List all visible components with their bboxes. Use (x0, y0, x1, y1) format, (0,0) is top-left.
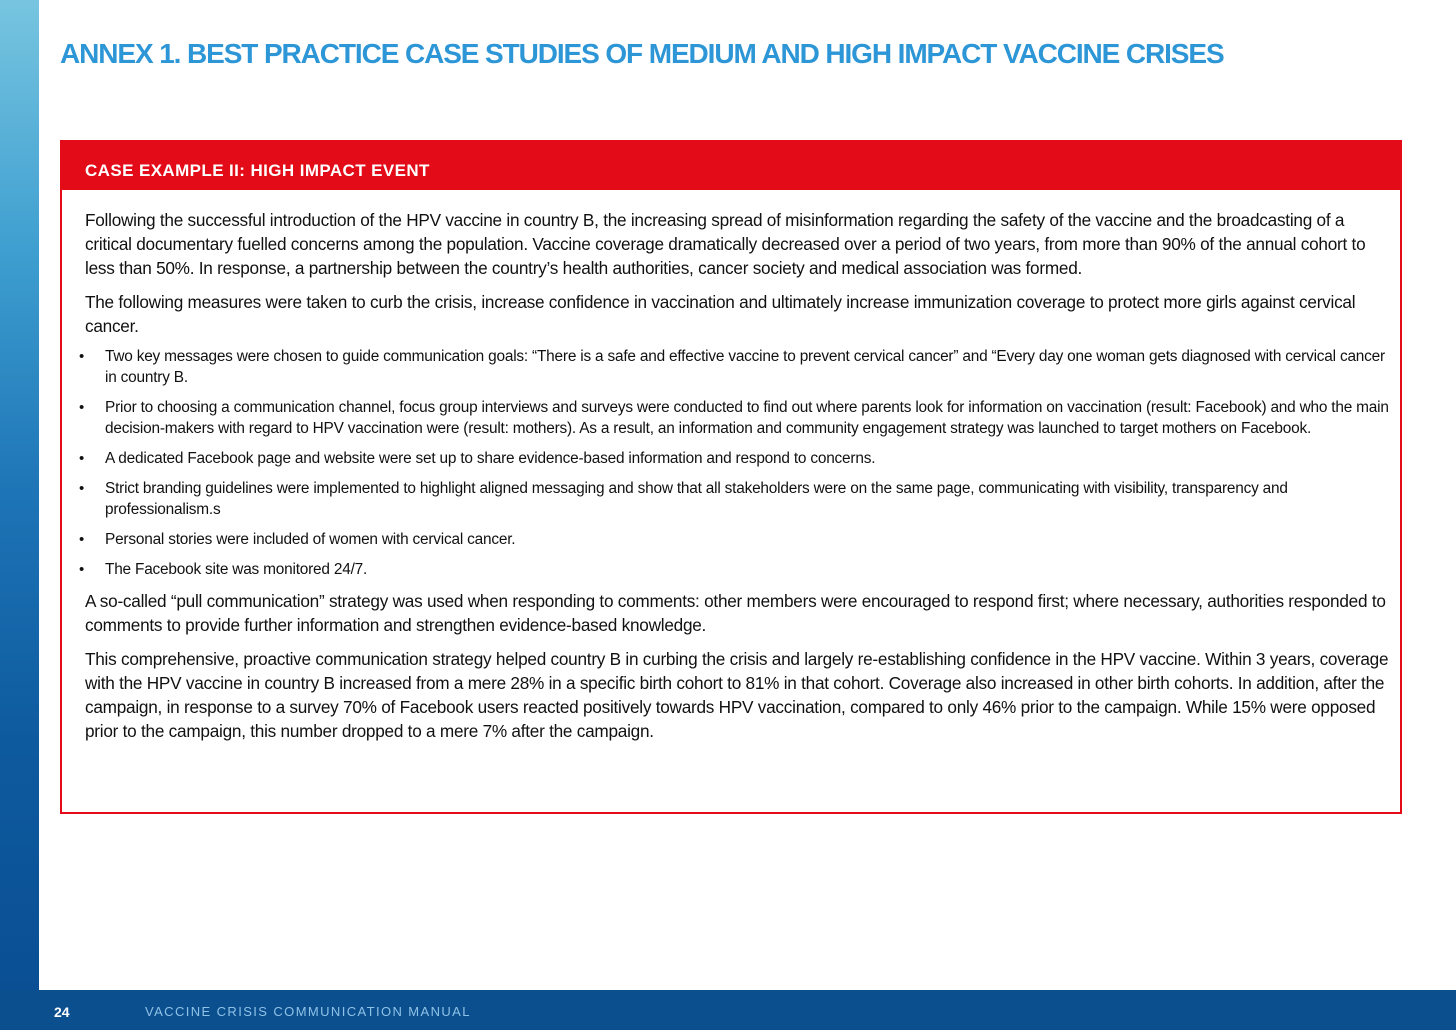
manual-title: VACCINE CRISIS COMMUNICATION MANUAL (145, 1004, 471, 1019)
bullet-icon: • (79, 399, 85, 416)
bullet-icon: • (79, 561, 85, 578)
measures-list (79, 346, 1392, 580)
list-item-text: A dedicated Facebook page and website were set up to share evidence-based information and respond to concerns. (105, 450, 876, 467)
bullet-icon: • (79, 480, 85, 497)
case-header: CASE EXAMPLE II: HIGH IMPACT EVENT (62, 142, 1400, 190)
page-number: 24 (54, 1004, 70, 1020)
page-title: ANNEX 1. BEST PRACTICE CASE STUDIES OF MEDIUM AND HIGH IMPACT VACCINE CRISES (60, 38, 1224, 69)
case-paragraph: A so-called “pull communication” strategy was used when responding to comments: other members were encouraged to respond first; where necessary, authorities responded to comments to provide further information and strengthen evidence-based knowledge. (85, 591, 1386, 635)
bullet-icon: • (79, 348, 85, 365)
side-decorative-bar (0, 0, 39, 990)
list-item (79, 529, 1392, 550)
case-paragraph: The following measures were taken to curb the crisis, increase confidence in vaccination and ultimately increase immunization coverage to protect more girls against cervical cancer. (85, 292, 1356, 336)
list-item (79, 478, 1392, 520)
list-item (79, 397, 1392, 439)
list-item (79, 346, 1392, 388)
footer-bar (0, 990, 1456, 1030)
case-paragraph: Following the successful introduction of the HPV vaccine in country B, the increasing spread of misinformation regarding the safety of the vaccine and the broadcasting of a critical documentary fuelled concerns among the population. Vaccine coverage dramatically decreased over a period of two years, from more than 90% of the annual cohort to less than 50%. In response, a partnership between the country’s health authorities, cancer society and medical association was formed. (85, 210, 1366, 278)
bullet-icon: • (79, 450, 85, 467)
list-item-text: Two key messages were chosen to guide communication goals: “There is a safe and effective vaccine to prevent cervical cancer” and “Every day one woman gets diagnosed with cervical cancer in country B. (105, 348, 1385, 386)
list-item (79, 559, 1392, 580)
list-item-text: Personal stories were included of women with cervical cancer. (105, 531, 516, 548)
case-example-box (60, 140, 1402, 814)
list-item-text: The Facebook site was monitored 24/7. (105, 561, 368, 578)
list-item-text: Prior to choosing a communication channel, focus group interviews and surveys were conducted to find out where parents look for information on vaccination (result: Facebook) and who the main decision-makers with regard to HPV vaccination were (result: mothers). As a result, an information and community engagement strategy was launched to target mothers on Facebook. (105, 399, 1389, 437)
list-item (79, 448, 1392, 469)
case-body (62, 190, 1400, 743)
list-item-text: Strict branding guidelines were implemented to highlight aligned messaging and show that all stakeholders were on the same page, communicating with visibility, transparency and professionalism.s (105, 480, 1288, 518)
case-paragraph: This comprehensive, proactive communication strategy helped country B in curbing the crisis and largely re-establishing confidence in the HPV vaccine. Within 3 years, coverage with the HPV vaccine in country B increased from a mere 28% in a specific birth cohort to 81% in that cohort. Coverage also increased in other birth cohorts. In addition, after the campaign, in response to a survey 70% of Facebook users reacted positively towards HPV vaccination, compared to only 46% prior to the campaign. While 15% were opposed prior to the campaign, this number dropped to a mere 7% after the campaign. (85, 649, 1389, 741)
bullet-icon: • (79, 531, 85, 548)
